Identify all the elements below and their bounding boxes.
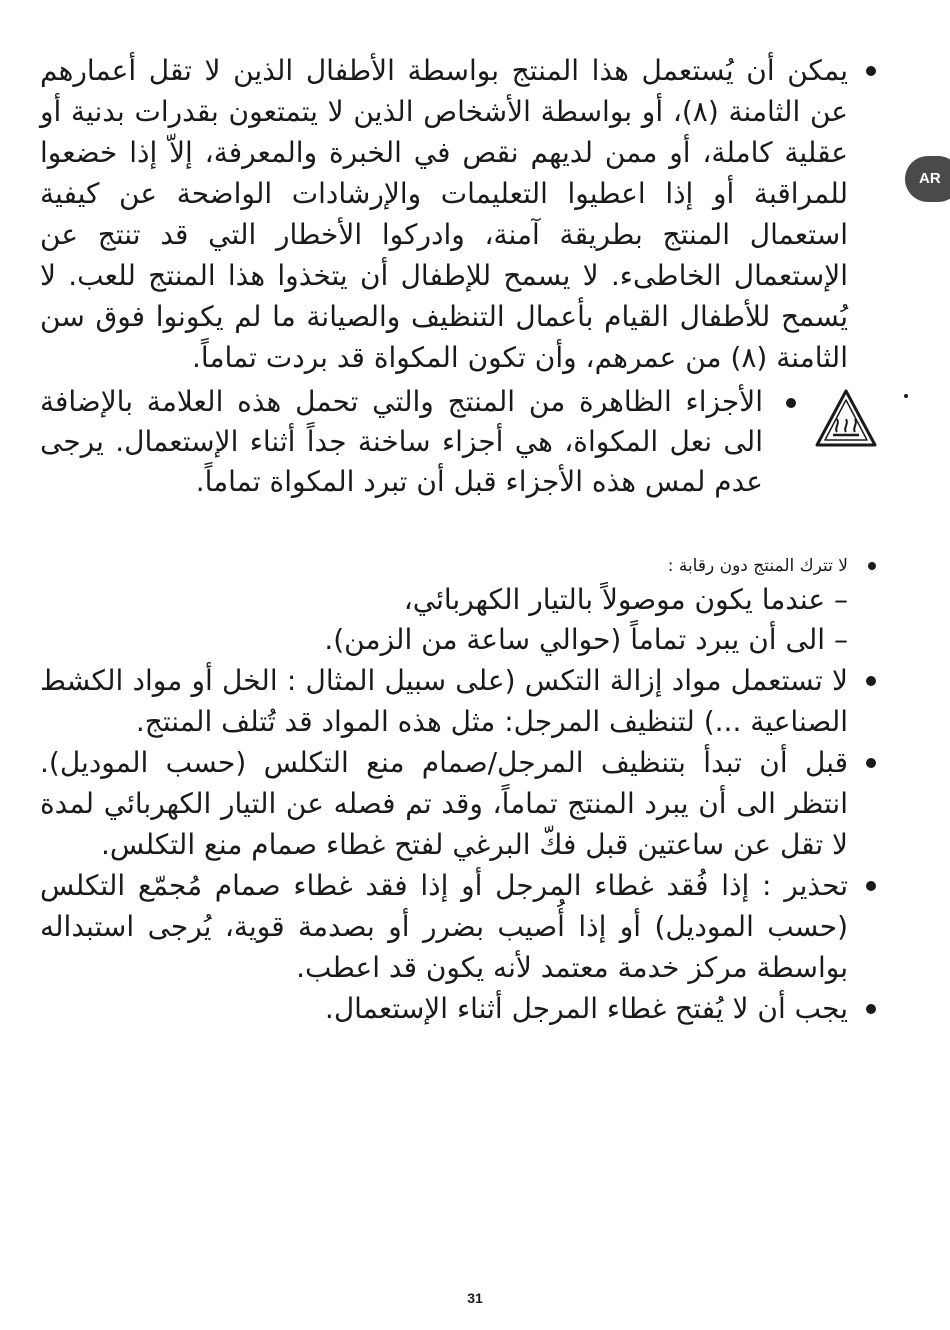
bullet-icon — [866, 1004, 876, 1014]
bullet-icon — [786, 398, 796, 408]
paragraph-text: تحذير : إذا فُقد غطاء المرجل أو إذا فقد غطاء صمام مُجمّع التكلس (حسب الموديل) أو إذا أُصيب بضرر أو بصدمة قوية، يُرجى استبداله بواسطة مركز خدمة معتمد لأنه يكون قد اعطب. — [40, 869, 848, 984]
paragraph-text: لا تترك المنتج دون رقابة : — [667, 556, 848, 576]
bullet-icon — [866, 881, 876, 891]
paragraph-text: الأجزاء الظاهرة من المنتج والتي تحمل هذه العلامة بالإضافة الى نعل المكواة، هي أجزاء ساخنة جداً أثناء الإستعمال. يرجى عدم لمس هذه الأجزاء قبل أن تبرد المكواة تماماً. — [40, 385, 763, 498]
language-badge: AR — [905, 156, 950, 202]
paragraph-text: لا تستعمل مواد إزالة التكس (على سبيل المثال : الخل أو مواد الكشط الصناعية ...) لتنظيف المرجل: مثل هذه المواد قد تُتلف المنتج. — [40, 664, 848, 738]
paragraph-descaling-agents — [40, 660, 878, 742]
paragraph-do-not-open — [40, 988, 878, 1029]
paragraph-cleaning-boiler — [40, 742, 878, 865]
bullet-icon — [866, 758, 876, 768]
paragraph-text: يجب أن لا يُفتح غطاء المرجل أثناء الإستعمال. — [324, 992, 848, 1025]
dash-item: – الى أن يبرد تماماً (حوالي ساعة من الزمن). — [324, 623, 848, 656]
paragraph-warning-cap — [40, 865, 878, 988]
hot-surface-warning — [40, 382, 878, 548]
safety-instructions — [40, 50, 878, 1029]
bullet-icon — [868, 562, 876, 570]
bullet-icon — [904, 394, 908, 398]
paragraph-text: قبل أن تبدأ بتنظيف المرجل/صمام منع التكلس (حسب الموديل). انتظر الى أن يبرد المنتج تماماً، وقد تم فصله عن التيار الكهربائي لمدة لا تقل عن ساعتين قبل فكّ البرغي لفتح غطاء صمام منع التكلس. — [40, 746, 848, 861]
paragraph-unattended — [40, 552, 878, 580]
bullet-icon — [866, 676, 876, 686]
hot-surface-warning-icon — [814, 388, 878, 448]
page-number: 31 — [467, 1290, 483, 1306]
bullet-icon — [866, 66, 876, 76]
paragraph-children-supervision — [40, 50, 878, 378]
dash-item: – عندما يكون موصولاً بالتيار الكهربائي، — [403, 583, 848, 616]
paragraph-text: يمكن أن يُستعمل هذا المنتج بواسطة الأطفال الذين لا تقل أعمارهم عن الثامنة (٨)، أو بواسطة الأشخاص الذين لا يتمتعون بقدرات بدنية أو عقلية كاملة، أو ممن لديهم نقص في الخبرة والمعرفة، إلاّ إذا خضعوا للمراقبة أو إذا اعطيوا التعليمات والإرشادات الواضحة عن كيفية استعمال المنتج بطريقة آمنة، وادركوا الأخطار التي قد تنتج عن الإستعمال الخاطىء. لا يسمح للإطفال أن يتخذوا هذا المنتج للعب. لا يُسمح للأطفال القيام بأعمال التنظيف والصيانة ما لم يكونوا فوق سن الثامنة (٨) من عمرهم، وأن تكون المكواة قد بردت تماماً. — [40, 54, 848, 374]
